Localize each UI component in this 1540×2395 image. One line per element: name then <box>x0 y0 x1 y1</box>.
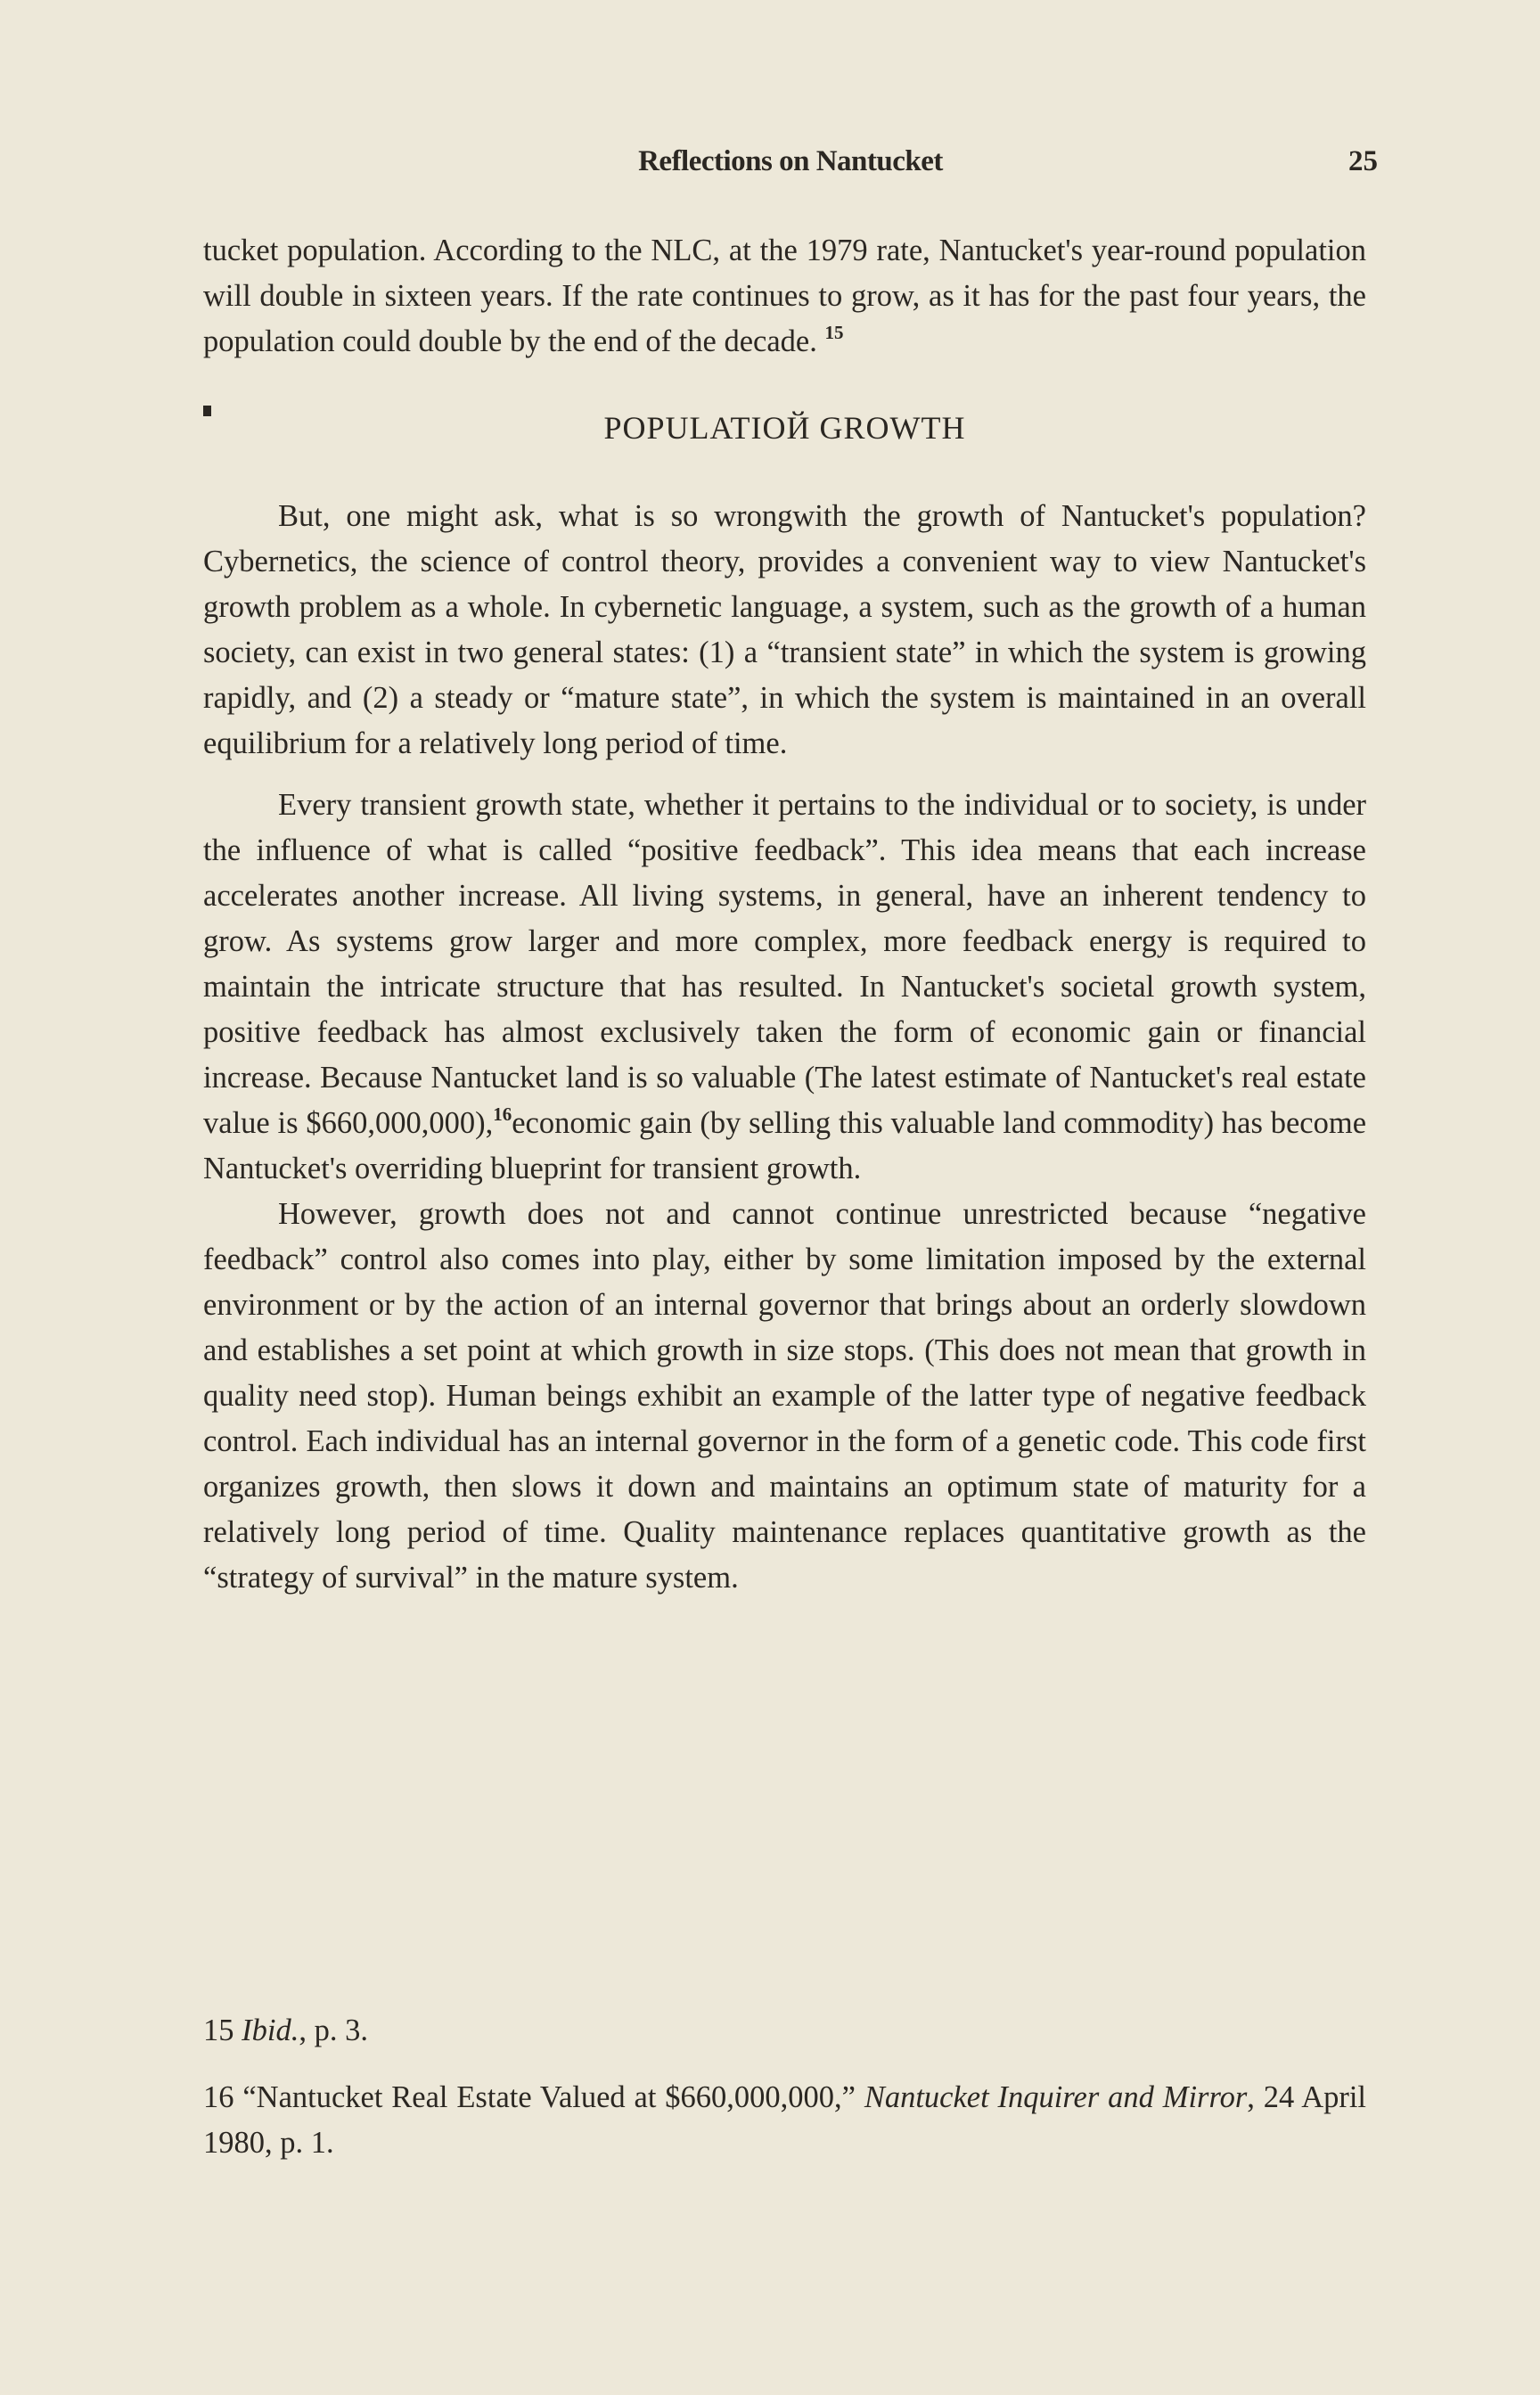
paragraph-positive-feedback <box>203 783 1366 1192</box>
paragraph-text: tucket population. According to the NLC, at the 1979 rate, Nantucket's year-round population will double in sixteen years. If the rate continues to grow, as it has for the past four years, the population could double by the end of the decade. <box>203 234 1366 358</box>
footnote-ref-16: 16 <box>493 1103 512 1125</box>
footnote-number: 15 <box>203 2014 234 2047</box>
footnote-text: “Nantucket Real Estate Valued at $660,000,000,” <box>242 2080 856 2114</box>
body-text <box>203 228 1366 1601</box>
running-title: Reflections on Nantucket <box>638 145 943 177</box>
section-heading: POPULATIOЙ GROWTH <box>603 410 966 446</box>
footnote-text: , 24 April 1980, p. 1. <box>203 2080 1367 2160</box>
footnote-text: , p. 3. <box>299 2014 368 2047</box>
running-head <box>203 145 1378 190</box>
footnote-16 <box>203 2075 1366 2166</box>
page-number: 25 <box>1348 145 1378 177</box>
footnote-source: Nantucket Inquirer and Mirror <box>864 2080 1248 2114</box>
footnote-ref-15: 15 <box>824 322 844 343</box>
footnote-source: Ibid. <box>242 2014 299 2047</box>
ink-speck <box>203 406 211 416</box>
footnotes <box>203 2008 1366 2166</box>
paragraph-text: Every transient growth state, whether it pertains to the individual or to society, is under the influence of what is called “positive feedback”. This idea means that each increase accelerates another increase. All living systems, in general, have an inherent tendency to grow. As systems grow larger and more complex, more feedback energy is required to maintain the intricate structure that has resulted. In Nantucket's societal growth system, positive feedback has almost exclusively taken the form of economic gain or financial increase. Because Nantucket land is so valuable (The latest estimate of Nantucket's real estate value is $660,000,000), <box>203 788 1366 1140</box>
footnote-15 <box>203 2008 1366 2054</box>
paragraph-negative-feedback: However, growth does not and cannot continue unrestricted because “negative feedback” control also comes into play, either by some limitation imposed by the external environment or by the action of an internal governor that brings about an orderly slowdown and establishes a set point at which growth in size stops. (This does not mean that growth in quality need stop). Human beings exhibit an example of the latter type of negative feedback control. Each individual has an internal governor in the form of a genetic code. This code first organizes growth, then slows it down and maintains an optimum state of maturity for a relatively long period of time. Quality maintenance replaces quantitative growth as the “strategy of survival” in the mature system. <box>203 1197 1366 1595</box>
footnote-number: 16 <box>203 2080 234 2114</box>
paragraph-continued <box>203 228 1366 365</box>
paragraph-text: economic gain (by selling this valuable land commodity) has become Nantucket's overriding blueprint for transient growth. <box>203 1106 1367 1185</box>
paragraph-cybernetics: But, one might ask, what is so wrongwith the growth of Nantucket's population? Cybernetics, the science of control theory, provides a convenient way to view Nantucket's growth problem as a whole. In cybernetic language, a system, such as the growth of a human society, can exist in two general states: (1) a “transient state” in which the system is growing rapidly, and (2) a steady or “mature state”, in which the system is maintained in an overall equilibrium for a relatively long period of time. <box>203 499 1366 760</box>
